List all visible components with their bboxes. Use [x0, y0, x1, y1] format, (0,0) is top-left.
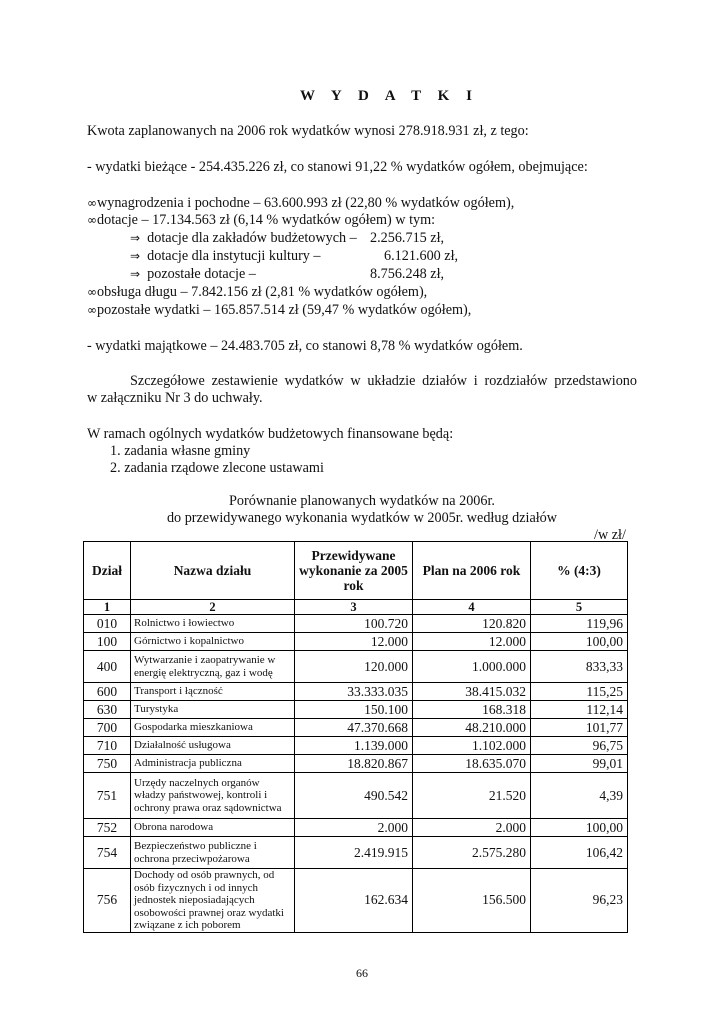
dzial-code-cell: 700	[84, 719, 131, 737]
previous-execution-cell: 162.634	[295, 869, 413, 933]
bullet-subsidies-text: dotacje – 17.134.563 zł (6,14 % wydatków ogółem) w tym:	[97, 212, 436, 228]
bullet-icon: ∞	[87, 196, 97, 210]
dzial-code-cell: 630	[84, 701, 131, 719]
table-caption-line-1: Porównanie planowanych wydatków na 2006r.	[229, 493, 495, 509]
column-number: 2	[131, 600, 295, 615]
plan-2006-cell: 38.415.032	[413, 683, 531, 701]
previous-execution-cell: 150.100	[295, 701, 413, 719]
bullet-salaries-text: wynagrodzenia i pochodne – 63.600.993 zł (22,80 % wydatków ogółem),	[97, 195, 515, 211]
table-row	[84, 683, 628, 701]
plan-2006-cell: 168.318	[413, 701, 531, 719]
dzial-code-cell: 751	[84, 773, 131, 819]
expenses-table	[83, 541, 628, 933]
percent-cell: 100,00	[531, 819, 628, 837]
percent-cell: 100,00	[531, 633, 628, 651]
table-header-row	[84, 542, 628, 600]
bullet-debt	[87, 284, 427, 301]
previous-execution-cell: 18.820.867	[295, 755, 413, 773]
table-row	[84, 719, 628, 737]
previous-execution-cell: 2.419.915	[295, 837, 413, 869]
dzial-name-cell: Gospodarka mieszkaniowa	[131, 719, 295, 737]
arrow-right-icon: ⇒	[130, 249, 141, 263]
dzial-code-cell: 750	[84, 755, 131, 773]
bullet-icon: ∞	[87, 213, 97, 227]
column-number: 1	[84, 600, 131, 615]
dzial-name-cell: Administracja publiczna	[131, 755, 295, 773]
task-list-item-2: 2. zadania rządowe zlecone ustawami	[110, 460, 324, 476]
percent-cell: 96,75	[531, 737, 628, 755]
plan-2006-cell: 156.500	[413, 869, 531, 933]
table-row	[84, 819, 628, 837]
bullet-other-text: pozostałe wydatki – 165.857.514 zł (59,47 % wydatków ogółem),	[97, 302, 472, 318]
plan-2006-cell: 18.635.070	[413, 755, 531, 773]
dzial-name-cell: Górnictwo i kopalnictwo	[131, 633, 295, 651]
header-przewidywane: Przewidywane wykonanie za 2005 rok	[295, 542, 413, 600]
percent-cell: 99,01	[531, 755, 628, 773]
bullet-salaries	[87, 195, 514, 212]
subsidy-1-label: dotacje dla zakładów budżetowych –	[147, 230, 357, 246]
arrow-right-icon: ⇒	[130, 231, 141, 245]
percent-cell: 115,25	[531, 683, 628, 701]
table-row	[84, 651, 628, 683]
column-number: 3	[295, 600, 413, 615]
dzial-name-cell: Działalność usługowa	[131, 737, 295, 755]
header-dzial: Dział	[84, 542, 131, 600]
bullet-debt-text: obsługa długu – 7.842.156 zł (2,81 % wydatków ogółem),	[97, 284, 428, 300]
detail-paragraph-line-2: w załączniku Nr 3 do uchwały.	[87, 390, 263, 406]
table-row	[84, 755, 628, 773]
table-row	[84, 837, 628, 869]
percent-cell: 112,14	[531, 701, 628, 719]
subsidy-2-label: dotacje dla instytucji kultury –	[147, 248, 321, 264]
dzial-name-cell: Obrona narodowa	[131, 819, 295, 837]
percent-cell: 4,39	[531, 773, 628, 819]
capital-expenses-text: - wydatki majątkowe – 24.483.705 zł, co stanowi 8,78 % wydatków ogółem.	[87, 338, 523, 354]
previous-execution-cell: 12.000	[295, 633, 413, 651]
plan-2006-cell: 2.000	[413, 819, 531, 837]
table-row	[84, 869, 628, 933]
column-number-row	[84, 600, 628, 615]
intro-text: Kwota zaplanowanych na 2006 rok wydatków wynosi 278.918.931 zł, z tego:	[87, 123, 529, 139]
dzial-code-cell: 752	[84, 819, 131, 837]
previous-execution-cell: 1.139.000	[295, 737, 413, 755]
percent-cell: 96,23	[531, 869, 628, 933]
subsidy-2-value: 6.121.600 zł,	[384, 248, 459, 264]
dzial-code-cell: 754	[84, 837, 131, 869]
bullet-icon: ∞	[87, 285, 97, 299]
previous-execution-cell: 490.542	[295, 773, 413, 819]
bullet-icon: ∞	[87, 303, 97, 317]
header-percent: % (4:3)	[531, 542, 628, 600]
table-caption-line-2: do przewidywanego wykonania wydatków w 2005r. według działów	[166, 510, 558, 526]
bullet-subsidies	[87, 212, 435, 229]
table-row	[84, 737, 628, 755]
dzial-name-cell: Wytwarzanie i zaopatrywanie w energię elektryczną, gaz i wodę	[131, 651, 295, 683]
subsidy-3-label: pozostałe dotacje –	[147, 266, 256, 282]
table-row	[84, 633, 628, 651]
subsidy-3-value: 8.756.248 zł,	[370, 266, 445, 282]
percent-cell: 833,33	[531, 651, 628, 683]
table-row	[84, 773, 628, 819]
dzial-code-cell: 710	[84, 737, 131, 755]
header-nazwa: Nazwa działu	[131, 542, 295, 600]
plan-2006-cell: 12.000	[413, 633, 531, 651]
table-row	[84, 701, 628, 719]
dzial-name-cell: Urzędy naczelnych organów władzy państwowej, kontroli i ochrony prawa oraz sądownictwa	[131, 773, 295, 819]
task-list-item-1: 1. zadania własne gminy	[110, 443, 251, 459]
previous-execution-cell: 33.333.035	[295, 683, 413, 701]
column-number: 4	[413, 600, 531, 615]
dzial-name-cell: Transport i łączność	[131, 683, 295, 701]
percent-cell: 106,42	[531, 837, 628, 869]
dzial-code-cell: 010	[84, 615, 131, 633]
dzial-code-cell: 600	[84, 683, 131, 701]
percent-cell: 101,77	[531, 719, 628, 737]
current-expenses-text: - wydatki bieżące - 254.435.226 zł, co stanowi 91,22 % wydatków ogółem, obejmujące:	[87, 159, 588, 175]
previous-execution-cell: 100.720	[295, 615, 413, 633]
subsidy-line-2	[130, 248, 321, 265]
dzial-name-cell: Rolnictwo i łowiectwo	[131, 615, 295, 633]
dzial-name-cell: Bezpieczeństwo publiczne i ochrona przeciwpożarowa	[131, 837, 295, 869]
dzial-code-cell: 400	[84, 651, 131, 683]
plan-2006-cell: 1.000.000	[413, 651, 531, 683]
plan-2006-cell: 2.575.280	[413, 837, 531, 869]
subsidy-line-3	[130, 266, 256, 283]
column-number: 5	[531, 600, 628, 615]
dzial-code-cell: 100	[84, 633, 131, 651]
arrow-right-icon: ⇒	[130, 267, 141, 281]
page-number: 66	[356, 966, 368, 980]
bullet-other	[87, 302, 471, 319]
previous-execution-cell: 120.000	[295, 651, 413, 683]
section-title: W Y D A T K I	[300, 88, 479, 104]
plan-2006-cell: 48.210.000	[413, 719, 531, 737]
header-plan: Plan na 2006 rok	[413, 542, 531, 600]
table-row	[84, 615, 628, 633]
subsidy-line-1	[130, 230, 357, 247]
plan-2006-cell: 1.102.000	[413, 737, 531, 755]
unit-label: /w zł/	[594, 527, 626, 543]
framework-text: W ramach ogólnych wydatków budżetowych finansowane będą:	[87, 426, 454, 442]
dzial-name-cell: Turystyka	[131, 701, 295, 719]
previous-execution-cell: 2.000	[295, 819, 413, 837]
dzial-code-cell: 756	[84, 869, 131, 933]
plan-2006-cell: 21.520	[413, 773, 531, 819]
percent-cell: 119,96	[531, 615, 628, 633]
previous-execution-cell: 47.370.668	[295, 719, 413, 737]
subsidy-1-value: 2.256.715 zł,	[370, 230, 445, 246]
dzial-name-cell: Dochody od osób prawnych, od osób fizycznych i od innych jednostek nieposiadających osobowości prawnej oraz wydatki związane z ich poborem	[131, 869, 295, 933]
table-body	[84, 615, 628, 933]
detail-paragraph-line-1: Szczegółowe zestawienie wydatków w układzie działów i rozdziałów przedstawiono	[130, 373, 637, 389]
plan-2006-cell: 120.820	[413, 615, 531, 633]
